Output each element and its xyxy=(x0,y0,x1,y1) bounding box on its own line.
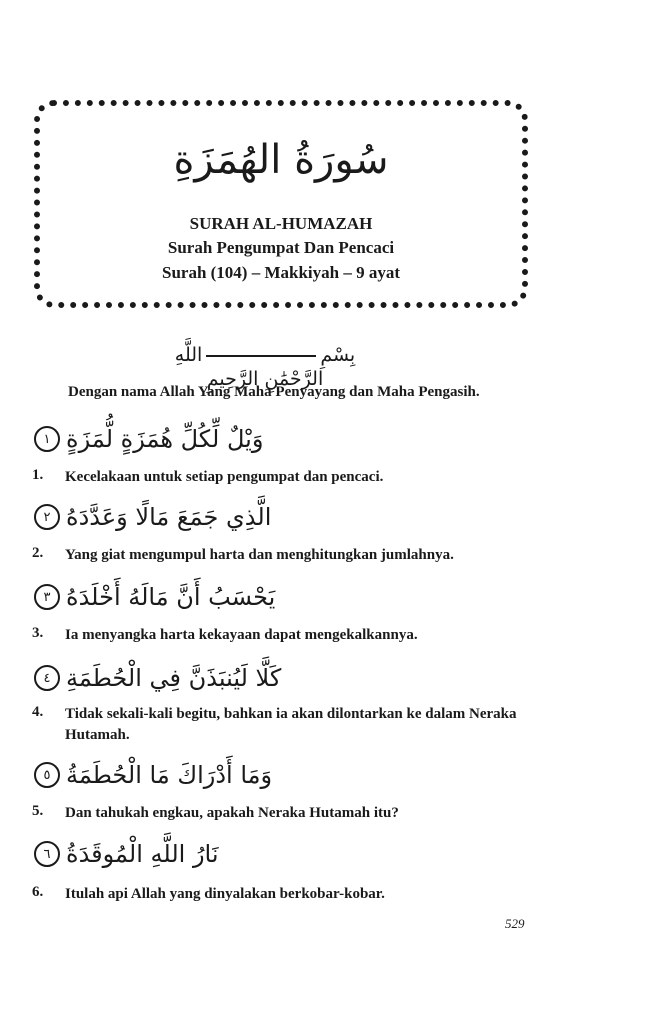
ayah-number-marker: ٦ xyxy=(34,841,60,867)
ayah-number-marker: ٥ xyxy=(34,762,60,788)
basmala-end: اللَّهِ الرَّحْمَٰنِ الرَّحِيمِ xyxy=(174,344,324,390)
page-number: 529 xyxy=(505,916,525,931)
verse-arabic xyxy=(34,500,271,534)
verse-translation: Itulah api Allah yang dinyalakan berkobar-kobar. xyxy=(65,886,385,902)
surah-title: SURAH AL-HUMAZAH xyxy=(189,214,373,233)
ayah-number-marker: ١ xyxy=(34,426,60,452)
basmala-rule xyxy=(206,355,316,357)
verse-number: 1. xyxy=(32,467,44,483)
verse-arabic-text: وَيْلٌ لِّكُلِّ هُمَزَةٍ لُّمَزَةٍ xyxy=(66,425,264,453)
surah-header-box xyxy=(34,100,528,308)
verse-number: 4. xyxy=(32,704,44,720)
verse-arabic-text: نَارُ اللَّهِ الْمُوقَدَةُ xyxy=(66,840,219,868)
verse-arabic xyxy=(34,661,281,695)
ayah-number-marker: ٤ xyxy=(34,665,60,691)
surah-subtitle: Surah Pengumpat Dan Pencaci xyxy=(167,238,395,257)
verse-arabic xyxy=(34,580,275,614)
verse-translation: Tidak sekali-kali begitu, bahkan ia akan dilontarkan ke dalam Neraka Hutamah. xyxy=(65,706,517,743)
verse-arabic-text: يَحْسَبُ أَنَّ مَالَهُ أَخْلَدَهُ xyxy=(66,583,276,611)
ayah-number-marker: ٣ xyxy=(34,584,60,610)
basmala-translation: Dengan nama Allah Yang Maha Penyayang dan Maha Pengasih. xyxy=(68,384,480,400)
verse-number: 3. xyxy=(32,625,44,641)
verse-translation: Yang giat mengumpul harta dan menghitungkan jumlahnya. xyxy=(65,547,454,563)
verse-number: 5. xyxy=(32,803,44,819)
verse-translation: Kecelakaan untuk setiap pengumpat dan pencaci. xyxy=(65,469,384,485)
verse-arabic xyxy=(34,758,272,792)
verse-number: 6. xyxy=(32,884,44,900)
verse-translation: Dan tahukah engkau, apakah Neraka Hutamah itu? xyxy=(65,805,399,821)
surah-info: Surah (104) – Makkiyah – 9 ayat xyxy=(161,263,401,282)
verse-arabic-text: كَلَّا لَيُنبَذَنَّ فِي الْحُطَمَةِ xyxy=(66,664,282,692)
basmala-start: بِسْمِ xyxy=(320,344,356,366)
ayah-number-marker: ٢ xyxy=(34,504,60,530)
verse-arabic xyxy=(34,837,219,871)
verse-arabic-text: الَّذِي جَمَعَ مَالًا وَعَدَّدَهُ xyxy=(66,503,272,531)
verse-arabic-text: وَمَا أَدْرَاكَ مَا الْحُطَمَةُ xyxy=(66,761,273,789)
verse-number: 2. xyxy=(32,545,44,561)
surah-name-calligraphy: سُورَةُ الهُمَزَةِ xyxy=(173,137,389,183)
verse-translation: Ia menyangka harta kekayaan dapat mengekalkannya. xyxy=(65,627,418,643)
verse-arabic xyxy=(34,422,263,456)
